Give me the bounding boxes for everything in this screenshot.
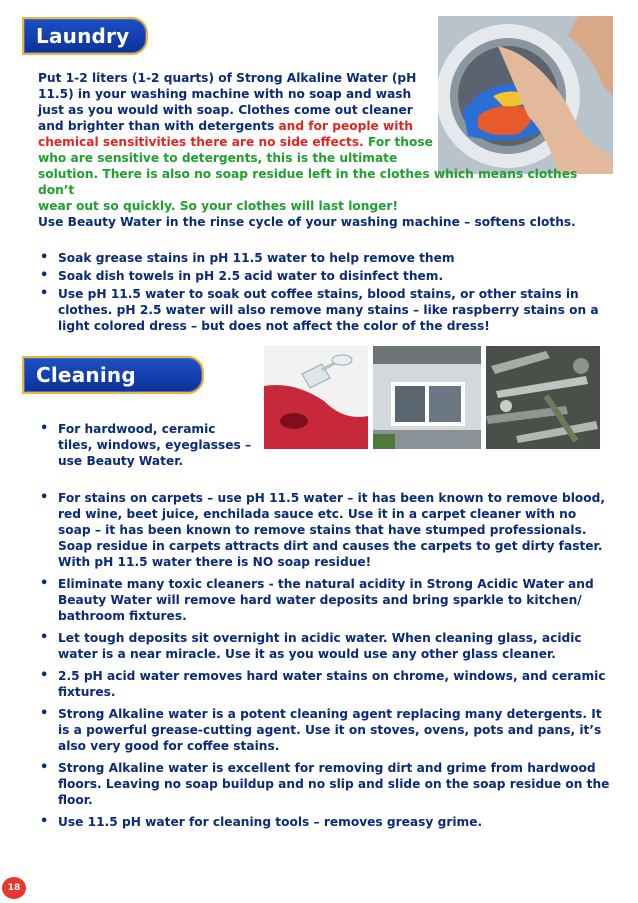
laundry-line-4b-red: and for people with xyxy=(278,119,413,133)
laundry-line-5b-green: For those xyxy=(363,135,433,149)
laundry-rinse-line: Use Beauty Water in the rinse cycle of your washing machine – softens cloths. xyxy=(38,215,576,229)
laundry-line-5a-red: chemical sensitivities there are no side effects. xyxy=(38,135,364,149)
laundry-line-5 xyxy=(38,134,608,150)
greasy-tools-photo xyxy=(486,346,600,449)
page-number-badge xyxy=(2,877,26,899)
list-item: • Eliminate many toxic cleaners - the natural acidity in Strong Acidic Water and Beauty Water will remove hard water deposits and bring sparkle to kitchen/ bathroom fixtures. xyxy=(38,576,610,624)
laundry-line-2: 11.5) in your washing machine with no soap and wash xyxy=(38,87,412,101)
cleaning-bullet-list xyxy=(38,490,610,836)
list-item: • Strong Alkaline water is excellent for removing dirt and grime from hardwood floors. Leaving no soap buildup and no slip and slide on the soap residue on the floor. xyxy=(38,760,610,808)
laundry-bullet-list xyxy=(38,250,610,340)
list-item: • 2.5 pH acid water removes hard water stains on chrome, windows, and ceramic fixtures. xyxy=(38,668,610,700)
list-item: • Let tough deposits sit overnight in acidic water. When cleaning glass, acidic water is a near miracle. Use it as you would use any other glass cleaner. xyxy=(38,630,610,662)
laundry-line-3: just as you would with soap. Clothes come out cleaner xyxy=(38,103,413,117)
list-item: • For stains on carpets – use pH 11.5 water – it has been known to remove blood, red wine, beet juice, enchilada sauce etc. Use it in a carpet cleaner with no soap – it has been known to remove stains that have stumped professionals. Soap residue in carpets attracts dirt and causes the carpets to get dirty faster. With pH 11.5 water there is NO soap residue! xyxy=(38,490,610,570)
house-window-photo xyxy=(373,346,481,449)
laundry-line-1: Put 1-2 liters (1-2 quarts) of Strong Alkaline Water (pH xyxy=(38,71,417,85)
list-item: • Soak dish towels in pH 2.5 acid water to disinfect them. xyxy=(38,268,610,284)
cleaning-section-tab xyxy=(22,356,204,394)
list-item: • Use 11.5 pH water for cleaning tools – removes greasy grime. xyxy=(38,814,610,830)
wine-stain-photo xyxy=(264,346,368,449)
laundry-paragraph xyxy=(38,70,608,230)
list-item: • Soak grease stains in pH 11.5 water to help remove them xyxy=(38,250,610,266)
laundry-line-4 xyxy=(38,118,608,134)
laundry-line-4a: and brighter than with detergents xyxy=(38,119,279,133)
laundry-title: Laundry xyxy=(36,24,130,48)
list-item: • Strong Alkaline water is a potent cleaning agent replacing many detergents. It is a powerful grease-cutting agent. Use it on stoves, ovens, pots and pans, it’s also very good for coffee stains. xyxy=(38,706,610,754)
list-item: • For hardwood, ceramic tiles, windows, eyeglasses – use Beauty Water. xyxy=(38,421,253,469)
laundry-line-8: wear out so quickly. So your clothes will last longer! xyxy=(38,199,399,213)
laundry-line-6: who are sensitive to detergents, this is the ultimate xyxy=(38,151,398,165)
cleaning-bullet-list-top xyxy=(38,421,253,475)
cleaning-title: Cleaning xyxy=(36,363,136,387)
laundry-line-7: solution. There is also no soap residue left in the clothes which means clothes don’t xyxy=(38,167,578,197)
page-number: 18 xyxy=(7,883,21,893)
laundry-section-tab xyxy=(22,17,148,55)
list-item: • Use pH 11.5 water to soak out coffee stains, blood stains, or other stains in clothes. pH 2.5 water will also remove many stains – like raspberry stains on a light colored dress – but does not affect the color of the dress! xyxy=(38,286,610,334)
